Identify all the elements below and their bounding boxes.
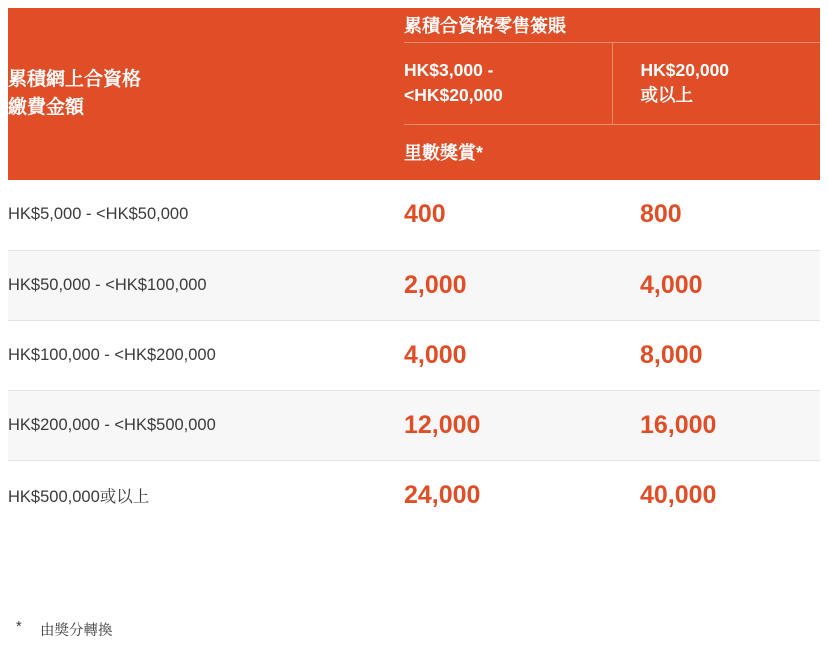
header-tier-2-line1: HK$20,000 [640,59,730,80]
table-row [8,250,820,320]
footnote-text: 由獎分轉換 [40,623,113,639]
row-label: HK$500,000或以上 [8,488,150,507]
header-left-label-line2: 繳費金額 [8,97,85,118]
row-value-tier-2: 800 [612,180,820,250]
header-tier-2-line2: 或以上 [640,85,693,105]
table-header-row-top [8,8,820,42]
row-label: HK$200,000 - <HK$500,000 [8,390,404,460]
header-tier-1-line1: HK$3,000 - [404,59,494,80]
miles-rewards-table [8,8,820,530]
row-value-tier-1: 2,000 [404,250,612,320]
row-label: HK$5,000 - <HK$50,000 [8,180,404,250]
rewards-table-page [0,8,828,658]
header-tier-2 [612,42,820,124]
header-left-label-line1: 累積網上合資格 [8,69,142,91]
header-tier-1 [404,42,612,124]
table-row [8,390,820,460]
row-value-tier-2: 40,000 [640,480,717,509]
table-row [8,180,820,250]
row-value-tier-2: 8,000 [612,320,820,390]
row-value-tier-1: 12,000 [404,390,612,460]
row-value-tier-1: 4,000 [404,320,612,390]
row-value-tier-1: 24,000 [404,480,481,509]
header-left-label [8,8,404,180]
header-retail-spend-title: 累積合資格零售簽賬 [404,8,820,42]
header-tier-1-line2: <HK$20,000 [404,85,503,105]
table-row [8,460,820,530]
footnote-marker: * [16,619,22,635]
table-row [8,320,820,390]
row-value-tier-2: 16,000 [612,390,820,460]
header-miles-reward-label: 里數獎賞* [404,124,820,180]
row-label: HK$50,000 - <HK$100,000 [8,250,404,320]
footnote [8,619,113,640]
row-value-tier-1: 400 [404,180,612,250]
row-label: HK$100,000 - <HK$200,000 [8,320,404,390]
row-value-tier-2: 4,000 [612,250,820,320]
